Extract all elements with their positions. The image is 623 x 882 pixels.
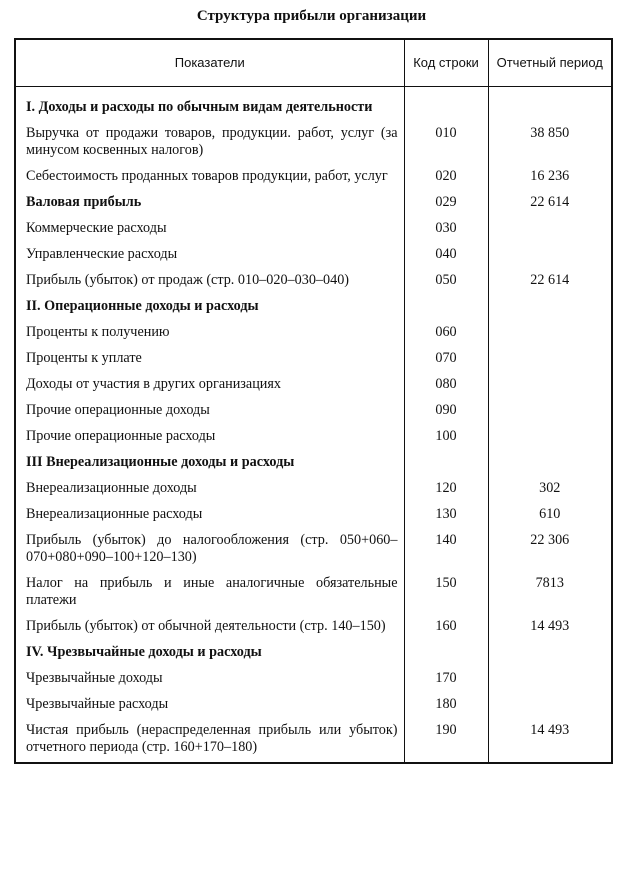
indicator-cell: II. Операционные доходы и расходы [15,294,404,320]
table-row [15,268,612,294]
code-cell: 029 [404,190,488,216]
indicator-cell: Выручка от продажи товаров, продукции. работ, услуг (за минусом косвенных налогов) [15,121,404,164]
period-value-cell: 22 614 [488,268,612,294]
indicator-cell: Чрезвычайные доходы [15,666,404,692]
table-row [15,216,612,242]
indicator-cell: Внереализационные расходы [15,502,404,528]
indicator-cell: Себестоимость проданных товаров продукции, работ, услуг [15,164,404,190]
page-title: Структура прибыли организации [196,8,427,24]
table-row [15,424,612,450]
code-cell [404,640,488,666]
table-row [15,528,612,571]
table-row [15,398,612,424]
indicator-cell: Проценты к получению [15,320,404,346]
indicator-cell: Проценты к уплате [15,346,404,372]
section-row [15,640,612,666]
table-row [15,692,612,718]
period-value-cell [488,450,612,476]
indicator-cell: Прибыль (убыток) от продаж (стр. 010–020–030–040) [15,268,404,294]
table-row [15,476,612,502]
code-cell: 090 [404,398,488,424]
period-value-cell: 14 493 [488,718,612,763]
period-value-cell [488,346,612,372]
indicator-cell: Чистая прибыль (нераспределенная прибыль или убыток) отчетного периода (стр. 160+170–180) [15,718,404,763]
table-row [15,614,612,640]
code-cell: 020 [404,164,488,190]
code-cell: 180 [404,692,488,718]
section-row [15,294,612,320]
code-cell: 040 [404,242,488,268]
code-cell: 150 [404,571,488,614]
indicator-cell: Валовая прибыль [15,190,404,216]
period-value-cell: 7813 [488,571,612,614]
table-row [15,666,612,692]
indicator-cell: Коммерческие расходы [15,216,404,242]
table-header-row [15,39,612,87]
period-value-cell: 610 [488,502,612,528]
table-row [15,164,612,190]
indicator-cell: Прибыль (убыток) до налогообложения (стр. 050+060–070+080+090–100+120–130) [15,528,404,571]
code-cell: 170 [404,666,488,692]
indicator-cell: I. Доходы и расходы по обычным видам деятельности [15,87,404,122]
table-row [15,320,612,346]
period-value-cell [488,372,612,398]
period-value-cell [488,87,612,122]
code-cell: 190 [404,718,488,763]
indicator-cell: Прочие операционные расходы [15,424,404,450]
table-row [15,372,612,398]
period-value-cell: 22 306 [488,528,612,571]
period-value-cell: 16 236 [488,164,612,190]
code-cell [404,294,488,320]
code-cell: 070 [404,346,488,372]
code-cell: 140 [404,528,488,571]
table-row [15,346,612,372]
period-value-cell [488,216,612,242]
header-period: Отчетный период [488,39,612,87]
period-value-cell: 14 493 [488,614,612,640]
indicator-cell: Внереализационные доходы [15,476,404,502]
table-row [15,190,612,216]
table-body [15,87,612,764]
code-cell: 060 [404,320,488,346]
period-value-cell [488,640,612,666]
header-code: Код строки [404,39,488,87]
period-value-cell [488,424,612,450]
indicator-cell: Налог на прибыль и иные аналогичные обязательные платежи [15,571,404,614]
table-row [15,242,612,268]
table-row [15,502,612,528]
code-cell: 030 [404,216,488,242]
code-cell: 160 [404,614,488,640]
period-value-cell [488,692,612,718]
period-value-cell: 38 850 [488,121,612,164]
period-value-cell [488,666,612,692]
table-row [15,718,612,763]
indicator-cell: Доходы от участия в других организациях [15,372,404,398]
header-indicator: Показатели [15,39,404,87]
indicator-cell: III Внереализационные доходы и расходы [15,450,404,476]
code-cell [404,87,488,122]
code-cell: 050 [404,268,488,294]
period-value-cell [488,320,612,346]
code-cell: 120 [404,476,488,502]
indicator-cell: IV. Чрезвычайные доходы и расходы [15,640,404,666]
period-value-cell [488,398,612,424]
period-value-cell [488,242,612,268]
code-cell: 010 [404,121,488,164]
code-cell [404,450,488,476]
indicator-cell: Прибыль (убыток) от обычной деятельности (стр. 140–150) [15,614,404,640]
table-row [15,571,612,614]
indicator-cell: Прочие операционные доходы [15,398,404,424]
profit-structure-table [14,38,613,764]
code-cell: 130 [404,502,488,528]
section-row [15,87,612,122]
section-row [15,450,612,476]
indicator-cell: Управленческие расходы [15,242,404,268]
indicator-cell: Чрезвычайные расходы [15,692,404,718]
table-row [15,121,612,164]
code-cell: 100 [404,424,488,450]
period-value-cell: 22 614 [488,190,612,216]
code-cell: 080 [404,372,488,398]
period-value-cell: 302 [488,476,612,502]
period-value-cell [488,294,612,320]
